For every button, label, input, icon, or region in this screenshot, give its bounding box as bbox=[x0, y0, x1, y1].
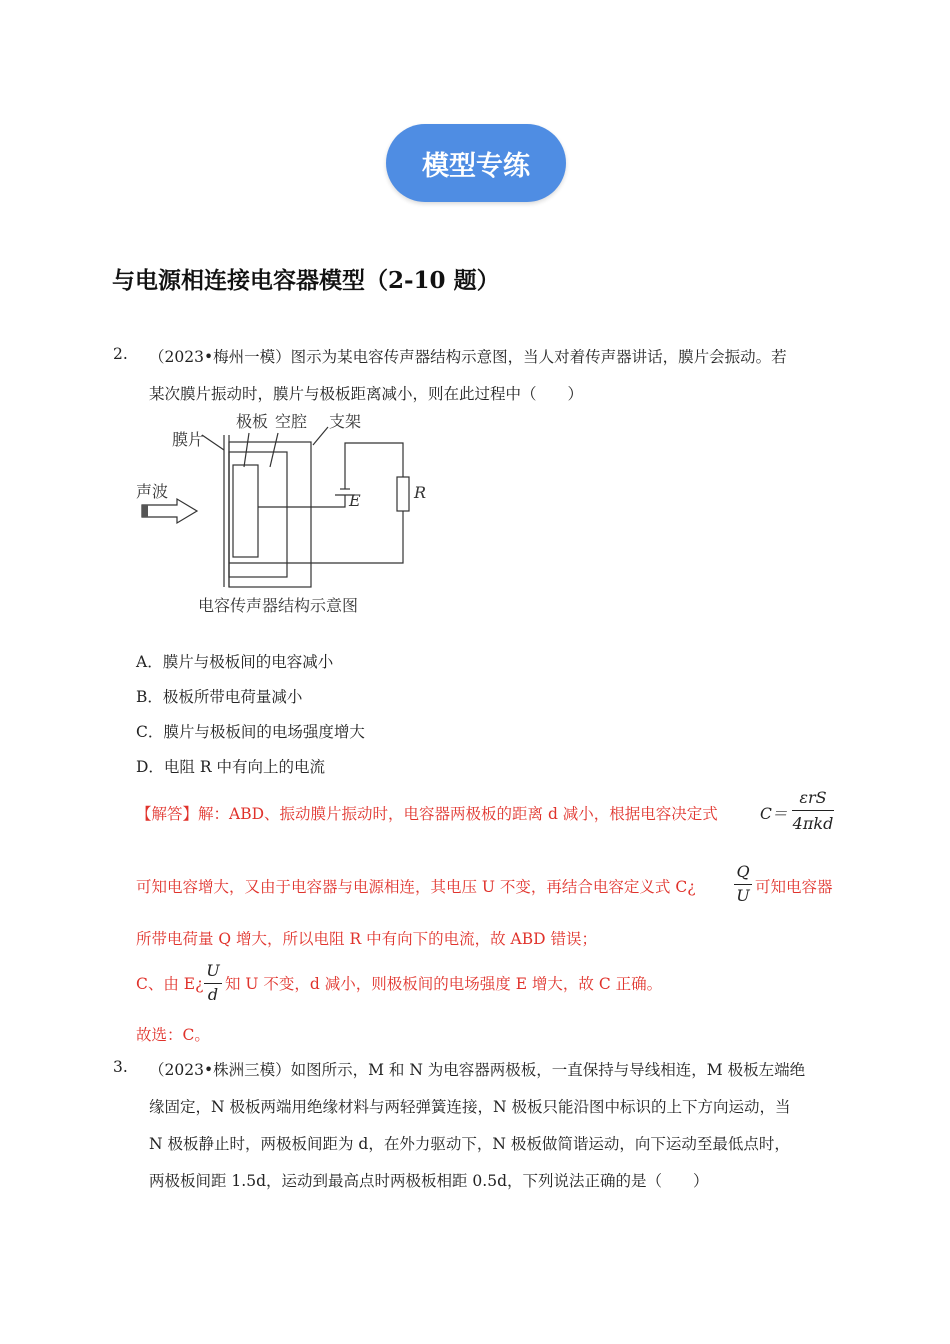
label-membrane: 膜片 bbox=[172, 430, 205, 449]
option-d: D．电阻 R 中有向上的电流 bbox=[136, 758, 325, 776]
formula-3-fraction bbox=[204, 961, 222, 1007]
question-2-line-2: 某次膜片振动时，膜片与极板距离减小，则在此过程中（ ） bbox=[149, 385, 584, 403]
answer-tag: 【解答】 bbox=[136, 805, 199, 823]
question-3-line-1: （2023•株洲三模）如图所示，M 和 N 为电容器两极板，一直保持与导线相连，M 极板左端绝 bbox=[149, 1061, 806, 1079]
answer-line-2b: 可知电容器 bbox=[755, 878, 833, 896]
figure-caption: 电容传声器结构示意图 bbox=[198, 596, 359, 615]
label-sound-wave: 声波 bbox=[136, 482, 169, 501]
answer-text-1: 解：ABD、振动膜片振动时，电容器两极板的距离 d 减小，根据电容决定式 bbox=[198, 805, 718, 823]
formula-2-numerator: Q bbox=[736, 862, 750, 881]
answer-line-4a: C、由 E¿ bbox=[136, 975, 204, 993]
label-bracket: 支架 bbox=[329, 412, 362, 431]
answer-line-4b: 知 U 不变，d 减小，则极板间的电场强度 E 增大，故 C 正确。 bbox=[225, 975, 663, 993]
formula-1-bar bbox=[792, 810, 834, 811]
option-c: C．膜片与极板间的电场强度增大 bbox=[136, 723, 365, 741]
question-2-line-1: （2023•梅州一模）图示为某电容传声器结构示意图，当人对着传声器讲话，膜片会振动。若 bbox=[149, 348, 787, 366]
label-cavity: 空腔 bbox=[275, 412, 308, 431]
formula-2-fraction bbox=[734, 862, 752, 908]
formula-3-numerator: U bbox=[206, 961, 220, 980]
question-2-number: 2. bbox=[113, 345, 128, 363]
formula-3-bar bbox=[204, 983, 222, 984]
label-battery-E: E bbox=[349, 491, 361, 510]
answer-line-3: 所带电荷量 Q 增大，所以电阻 R 中有向下的电流，故 ABD 错误； bbox=[136, 930, 597, 948]
question-3-line-3: N 极板静止时，两极板间距为 d，在外力驱动下，N 极板做简谐运动，向下运动至最低点时， bbox=[149, 1135, 790, 1153]
option-b: B．极板所带电荷量减小 bbox=[136, 688, 303, 706]
section-badge: 模型专练 bbox=[386, 124, 566, 202]
formula-3-denominator: d bbox=[207, 985, 219, 1004]
question-3-line-2: 缘固定，N 极板两端用绝缘材料与两轻弹簧连接，N 极板只能沿图中标识的上下方向运动，当 bbox=[149, 1098, 791, 1116]
answer-line-5: 故选：C。 bbox=[136, 1026, 210, 1044]
question-3-line-4: 两极板间距 1.5d，运动到最高点时两极板相距 0.5d，下列说法正确的是（ ） bbox=[149, 1172, 709, 1190]
formula-1-lhs: C＝ bbox=[760, 805, 788, 823]
formula-2-bar bbox=[734, 884, 752, 885]
formula-1-fraction bbox=[792, 788, 834, 834]
formula-2-denominator: U bbox=[736, 886, 750, 905]
formula-1-denominator: 4πkd bbox=[792, 814, 834, 833]
answer-line-1 bbox=[136, 802, 718, 824]
label-resistor-R: R bbox=[414, 483, 427, 502]
microphone-diagram bbox=[132, 405, 442, 620]
option-a: A．膜片与极板间的电容减小 bbox=[136, 653, 334, 671]
formula-1-numerator: εrS bbox=[799, 788, 827, 807]
question-3-number: 3. bbox=[113, 1058, 128, 1076]
answer-line-2a: 可知电容增大，又由于电容器与电源相连，其电压 U 不变，再结合电容定义式 C¿ bbox=[136, 878, 696, 896]
section-title: 与电源相连接电容器模型（2-10 题） bbox=[112, 267, 500, 294]
label-plate: 极板 bbox=[236, 412, 269, 431]
